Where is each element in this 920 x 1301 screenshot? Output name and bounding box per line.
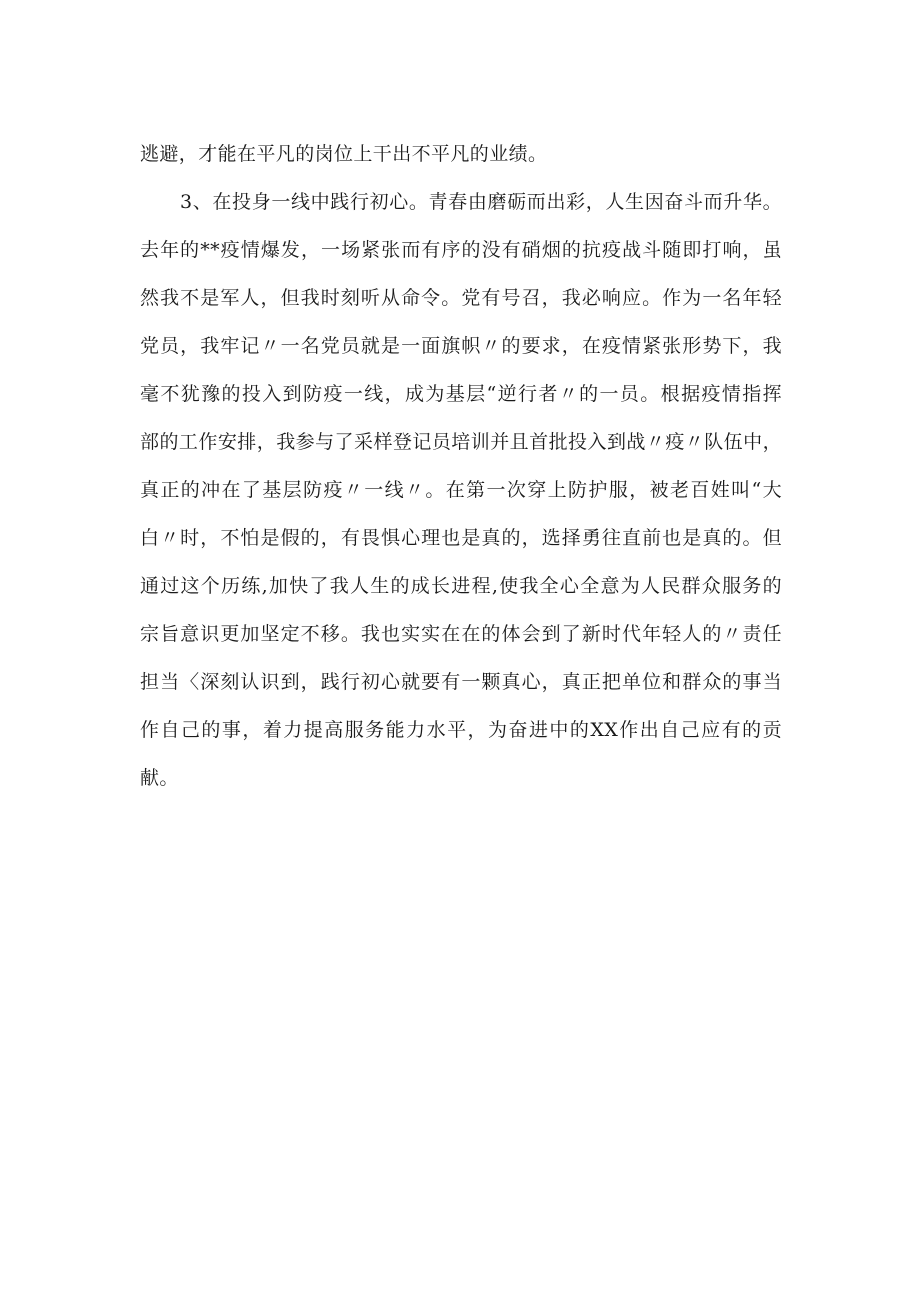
text-line-1: 逃避，才能在平凡的岗位上干出不平凡的业绩。	[140, 143, 548, 165]
document-body	[140, 130, 782, 802]
text-line-13: 作自己的事，着力提高服务能力水平，为奋进中的XX作出自己应有的贡	[140, 719, 782, 741]
text-line-5: 党员，我牢记〃一名党员就是一面旗帜〃的要求，在疫情紧张形势下，我	[140, 335, 782, 357]
text-line-3: 去年的**疫情爆发，一场紧张而有序的没有硝烟的抗疫战斗随即打响，虽	[140, 239, 782, 261]
text-line-4: 然我不是军人，但我时刻听从命令。党有号召，我必响应。作为一名年轻	[140, 287, 782, 309]
text-line-14: 献。	[140, 767, 179, 789]
text-line-12: 担当〈深刻认识到，践行初心就要有一颗真心，真正把单位和群众的事当	[140, 671, 782, 693]
text-line-10: 通过这个历练,加快了我人生的成长进程,使我全心全意为人民群众服务的	[140, 575, 782, 597]
text-line-2: 3、在投身一线中践行初心。青春由磨砺而出彩，人生因奋斗而升华。	[180, 191, 782, 213]
text-line-6: 毫不犹豫的投入到防疫一线，成为基层“逆行者〃的一员。根据疫情指挥	[140, 383, 782, 405]
text-line-7: 部的工作安排，我参与了采样登记员培训并且首批投入到战〃疫〃队伍中，	[140, 431, 782, 453]
text-line-11: 宗旨意识更加坚定不移。我也实实在在的体会到了新时代年轻人的〃责任	[140, 623, 782, 645]
text-line-8: 真正的冲在了基层防疫〃一线〃。在第一次穿上防护服，被老百姓叫“大	[140, 479, 782, 501]
text-line-9: 白〃时，不怕是假的，有畏惧心理也是真的，选择勇往直前也是真的。但	[140, 527, 782, 549]
